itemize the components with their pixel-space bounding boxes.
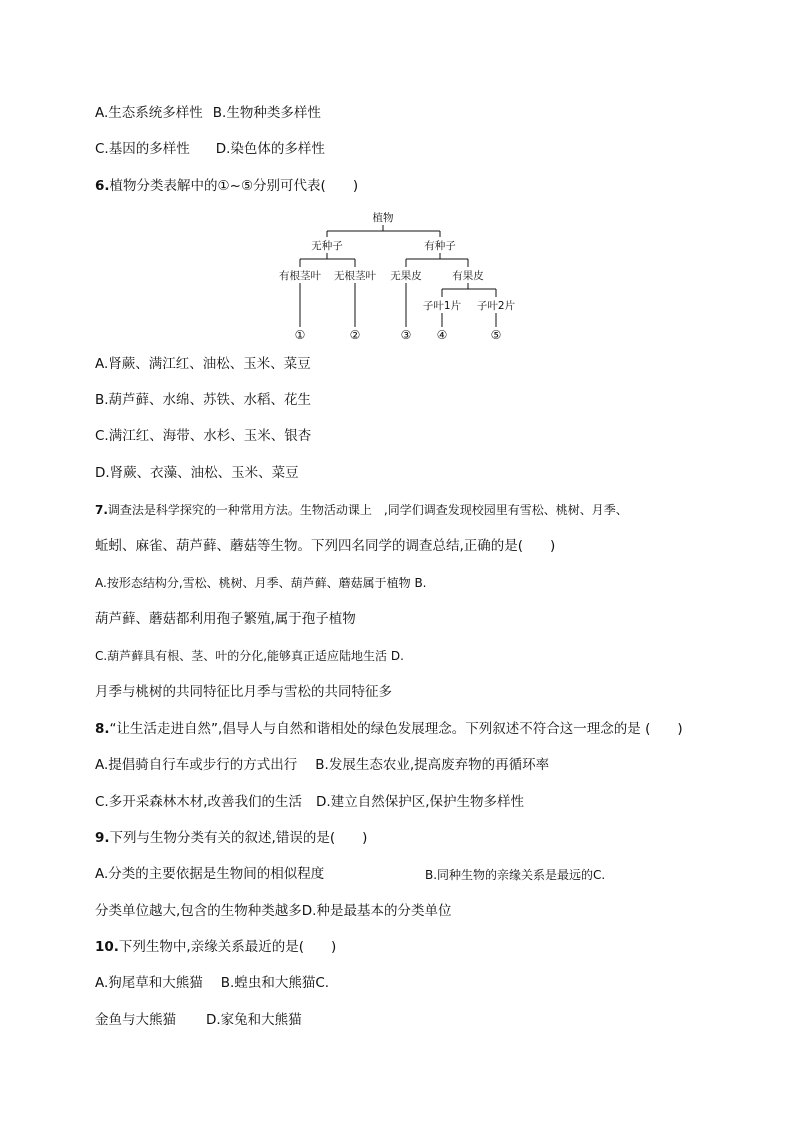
- q9-option-b: B.同种生物的亲缘关系是最远的C.: [425, 868, 606, 882]
- q9-text: 下列与生物分类有关的叙述,错误的是( ): [109, 830, 368, 846]
- q9-options-cd: 分类单位越大,包含的生物种类越多D.种是最基本的分类单位: [95, 903, 452, 919]
- q10-stem: [95, 938, 336, 956]
- tree-mark-1: ①: [294, 328, 306, 342]
- tree-no-seed-label: 无种子: [311, 240, 343, 252]
- q8-option-a: A.提倡骑自行车或步行的方式出行: [95, 757, 298, 773]
- q5-options-ab: [95, 104, 321, 122]
- q5-options-cd: [95, 140, 325, 158]
- q7-option-a: A.按形态结构分,雪松、桃树、月季、葫芦藓、蘑菇属于植物 B.: [95, 576, 427, 590]
- q6-option-a: A.肾蕨、满江红、油松、玉米、菜豆: [95, 356, 311, 372]
- q5-option-d: D.染色体的多样性: [215, 141, 325, 157]
- q6-text: 植物分类表解中的①~⑤分别可代表( ): [109, 178, 359, 194]
- q9-options-ab: [95, 865, 324, 883]
- q8-number: 8.: [95, 721, 110, 737]
- tree-no-pericarp-label: 无果皮: [390, 270, 422, 282]
- q7-option-b: 葫芦藓、蘑菇都利用孢子繁殖,属于孢子植物: [95, 611, 356, 627]
- q9-stem: [95, 829, 367, 847]
- q10-option-b: B.蝗虫和大熊猫C.: [220, 975, 330, 991]
- q5-option-a: A.生态系统多样性: [95, 105, 203, 121]
- tree-seed-label: 有种子: [424, 240, 456, 252]
- q10-number: 10.: [95, 939, 119, 955]
- q10-text: 下列生物中,亲缘关系最近的是( ): [118, 939, 337, 955]
- q8-option-b: B.发展生态农业,提高废弃物的再循环率: [315, 757, 550, 773]
- q10-option-d: D.家兔和大熊猫: [206, 1012, 302, 1028]
- q10-options-ab: [95, 974, 329, 992]
- q5-option-c: C.基因的多样性: [95, 141, 190, 157]
- q8-text: “让生活走进自然”,倡导人与自然和谐相处的绿色发展理念。下列叙述不符合这一理念的是 ( ): [109, 721, 683, 737]
- tree-no-root-stem-leaf-label: 无根茎叶: [334, 270, 376, 282]
- q7-stem-line2: 蚯蚓、麻雀、葫芦藓、蘑菇等生物。下列四名同学的调查总结,正确的是( ): [95, 538, 556, 554]
- q9-option-a: A.分类的主要依据是生物间的相似程度: [95, 866, 325, 882]
- q10-option-a: A.狗尾草和大熊猫: [95, 975, 203, 991]
- q6-stem: [95, 177, 358, 195]
- q9-number: 9.: [95, 830, 110, 846]
- q8-option-d: D.建立自然保护区,保护生物多样性: [316, 794, 524, 810]
- q7-stem-line1: [95, 501, 628, 519]
- q6-number: 6.: [95, 178, 110, 194]
- tree-cotyledon2-label: 子叶2片: [476, 300, 516, 312]
- tree-mark-5: ⑤: [490, 328, 502, 342]
- q7-option-c: C.葫芦藓具有根、茎、叶的分化,能够真正适应陆地生活 D.: [95, 649, 404, 663]
- tree-mark-4: ④: [436, 328, 448, 342]
- plant-classification-tree: [270, 205, 530, 345]
- q6-option-d: D.肾蕨、衣藻、油松、玉米、菜豆: [95, 465, 299, 481]
- q7-text-1: 调查法是科学探究的一种常用方法。生物活动课上 ,同学们调查发现校园里有雪松、桃树、月季、: [107, 503, 628, 517]
- q8-options-cd: [95, 793, 524, 811]
- tree-pericarp-label: 有果皮: [452, 270, 484, 282]
- q7-number: 7.: [95, 503, 108, 517]
- q7-option-d: 月季与桃树的共同特征比月季与雪松的共同特征多: [95, 684, 392, 700]
- q8-options-ab: [95, 756, 549, 774]
- q8-stem: [95, 720, 683, 738]
- q10-options-cd: [95, 1011, 302, 1029]
- q10-option-c: 金鱼与大熊猫: [95, 1012, 176, 1028]
- tree-mark-2: ②: [349, 328, 361, 342]
- tree-cotyledon1-label: 子叶1片: [422, 300, 462, 312]
- q6-option-b: B.葫芦藓、水绵、苏铁、水稻、花生: [95, 392, 312, 408]
- q5-option-b: B.生物种类多样性: [212, 105, 321, 121]
- tree-root-stem-leaf-label: 有根茎叶: [279, 270, 321, 282]
- tree-root-label: 植物: [372, 212, 394, 224]
- q6-option-c: C.满江红、海带、水杉、玉米、银杏: [95, 428, 312, 444]
- tree-mark-3: ③: [400, 328, 412, 342]
- q8-option-c: C.多开采森林木材,改善我们的生活: [95, 794, 303, 810]
